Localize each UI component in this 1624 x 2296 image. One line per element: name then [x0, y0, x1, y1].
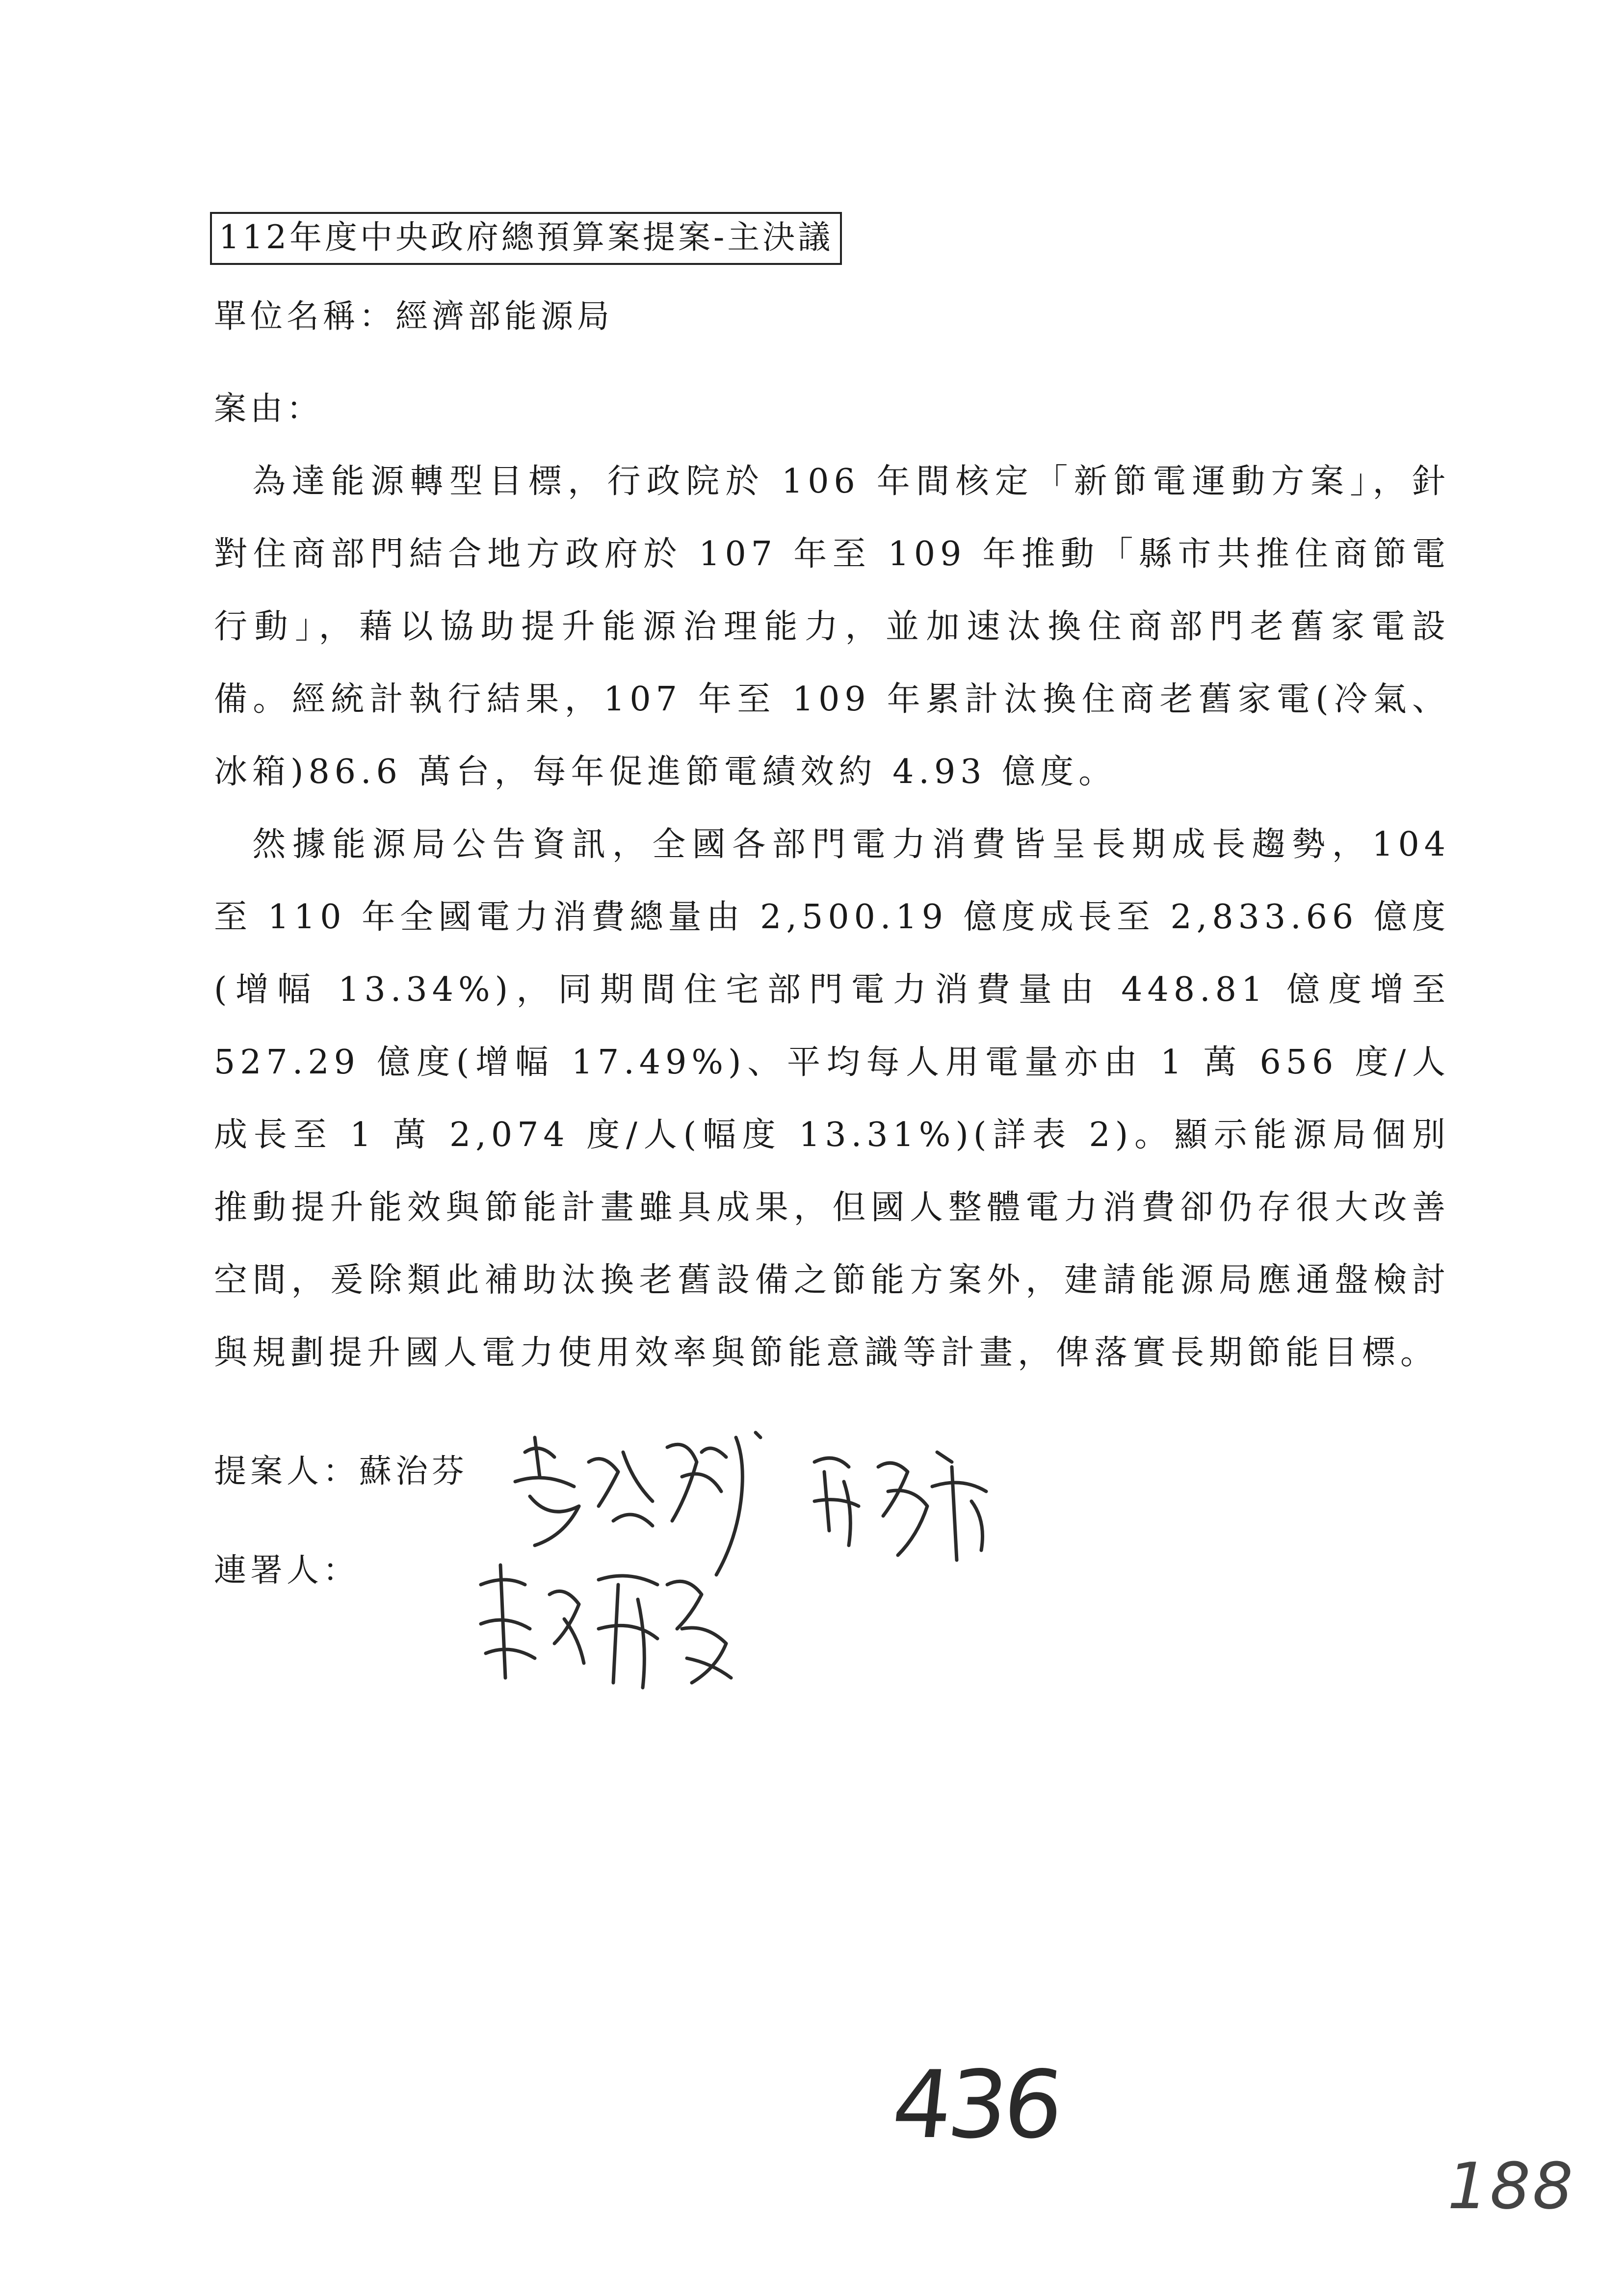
handwritten-corner-number: 188	[1447, 2149, 1575, 2223]
reason-body	[214, 445, 1450, 1389]
proposer-name: 蘇治芬	[359, 1452, 468, 1490]
signature-cosigner-2	[471, 1555, 746, 1702]
signature-cosigner-1	[805, 1433, 1011, 1570]
proposer-label: 提案人：	[214, 1452, 359, 1490]
unit-name: 單位名稱：經濟部能源局	[214, 297, 613, 335]
cosigner-label: 連署人：	[214, 1551, 359, 1589]
reason-label: 案由：	[214, 390, 323, 427]
paragraph-1: 為達能源轉型目標，行政院於 106 年間核定「新節電運動方案」，針對住商部門結合地方政府於 107 年至 109 年推動「縣市共推住商節電行動」，藉以協助提升能源治理能力，並加速汰換住商部門老舊家電設備。經統計執行結果，107 年至 109 年累計汰換住商老舊家電(冷氣、冰箱)86.6 萬台，每年促進節電績效約 4.93 億度。	[214, 462, 1450, 791]
document-title: 112年度中央政府總預算案提案-主決議	[210, 212, 842, 265]
handwritten-page-number: 436	[887, 2051, 1065, 2159]
paragraph-2: 然據能源局公告資訊，全國各部門電力消費皆呈長期成長趨勢，104 至 110 年全國電力消費總量由 2,500.19 億度成長至 2,833.66 億度(增幅 13.34%)，同期間住宅部門電力消費量由 448.81 億度增至 527.29 億度(增幅 17.49%)、平均每人用電量亦由 1 萬 656 度/人成長至 1 萬 2,074 度/人(幅度 13.31%)(詳表 2)。顯示能源局個別推動提升能效與節能計畫雖具成果，但國人整體電力消費卻仍存很大改善空間，爰除類此補助汰換老舊設備之節能方案外，建請能源局應通盤檢討與規劃提升國人電力使用效率與節能意識等計畫，俾落實長期節能目標。	[214, 825, 1450, 1372]
proposer-line	[214, 1452, 468, 1490]
